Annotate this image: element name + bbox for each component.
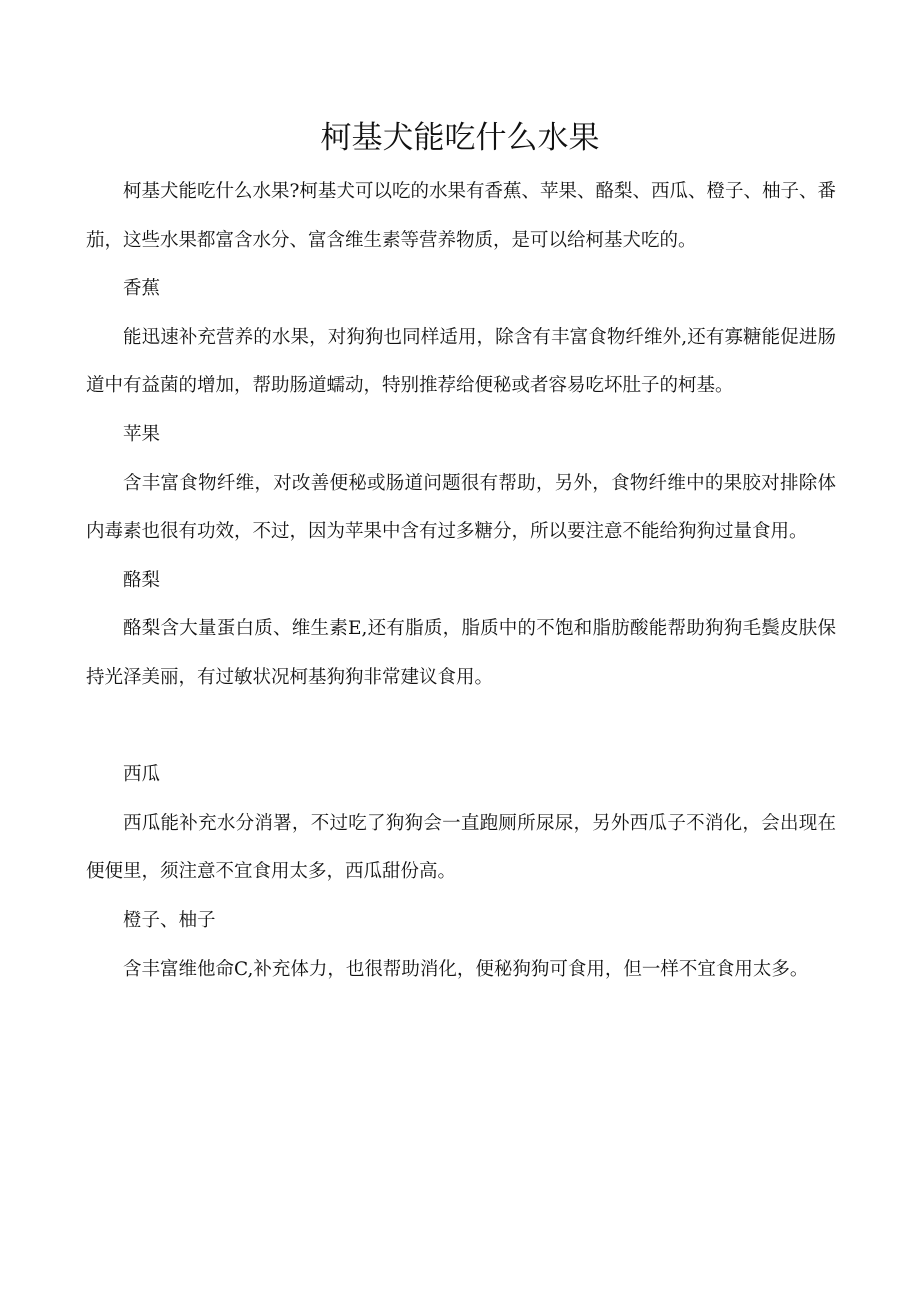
section-heading-orange-pomelo: 橙子、柚子 <box>123 909 216 931</box>
section-text-orange-pomelo: 含丰富维他命C,补充体力，也很帮助消化，便秘狗狗可食用，但一样不宜食用太多。 <box>123 958 809 980</box>
blank-line <box>86 703 836 752</box>
document-body <box>86 168 836 994</box>
section-text-banana: 能迅速补充营养的水果，对狗狗也同样适用，除含有丰富食物纤维外,还有寡糖能促进肠道中有益菌的增加，帮助肠道蠕动，特别推荐给便秘或者容易吃坏肚子的柯基。 <box>86 326 836 397</box>
section-heading-apple: 苹果 <box>123 423 161 445</box>
section-text-watermelon: 西瓜能补充水分消署，不过吃了狗狗会一直跑厕所尿尿，另外西瓜子不消化，会出现在便便里，须注意不宜食用太多，西瓜甜份高。 <box>86 812 836 883</box>
section-text-apple: 含丰富食物纤维，对改善便秘或肠道问题很有帮助，另外，食物纤维中的果胶对排除体内毒素也很有功效，不过，因为苹果中含有过多糖分，所以要注意不能给狗狗过量食用。 <box>86 472 836 543</box>
intro-paragraph: 柯基犬能吃什么水果?柯基犬可以吃的水果有香蕉、苹果、酪梨、西瓜、橙子、柚子、番茄，这些水果都富含水分、富含维生素等营养物质，是可以给柯基犬吃的。 <box>86 181 836 251</box>
section-heading-watermelon: 西瓜 <box>123 764 161 786</box>
section-text-avocado: 酪梨含大量蛋白质、维生素E,还有脂质，脂质中的不饱和脂肪酸能帮助狗狗毛鬓皮肤保持光泽美丽，有过敏状况柯基狗狗非常建议食用。 <box>86 618 836 688</box>
section-heading-avocado: 酪梨 <box>123 569 161 591</box>
page-title: 柯基犬能吃什么水果 <box>320 120 600 156</box>
section-heading-banana: 香蕉 <box>123 278 161 300</box>
